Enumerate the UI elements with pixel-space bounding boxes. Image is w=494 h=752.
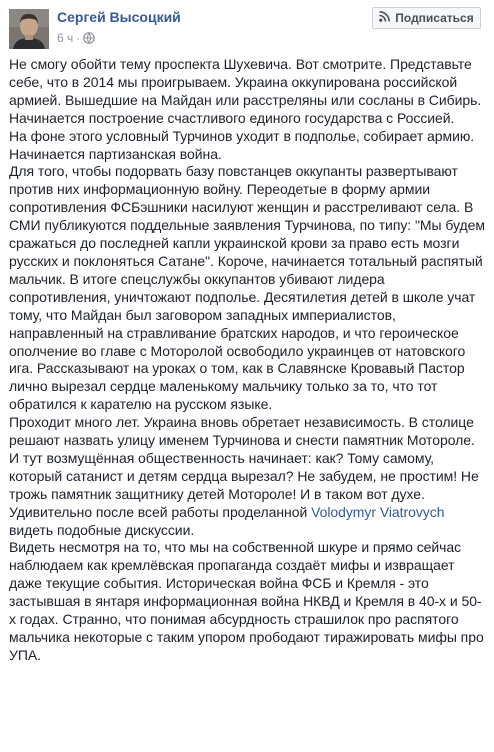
post-paragraph: Видеть несмотря на то, что мы на собственной шкуре и прямо сейчас наблюдаем как кремлёвская пропаганда создаёт мифы и извращает даже текущие события. Историческая война ФСБ и Кремля - это застывшая в янтаря информационная война НКВД и Кремля в 40-х и 50-х годах. Странно, что понимая абсурдность страшилок про распятого мальчика некоторые с таким упором прободают тиражировать мифы про УПА.: [9, 539, 484, 663]
rss-icon: [379, 11, 390, 25]
mention-link[interactable]: Volodymyr Viatrovych: [311, 503, 445, 520]
avatar[interactable]: [9, 9, 49, 49]
mention-text-before: Удивительно после всей работы проделанной: [9, 503, 312, 520]
avatar-photo: [9, 9, 49, 49]
subscribe-label: Подписаться: [395, 11, 474, 25]
post-paragraph: Не смогу обойти тему проспекта Шухевича. Вот смотрите. Представьте себе, что в 2014 мы проигрываем. Украина оккупирована российской армией. Вышедшие на Майдан или расстреляны или сосланы в Сибирь. Начинается построение счастливого единого государства с Россией.: [9, 56, 482, 126]
post-header: [0, 0, 494, 52]
post-paragraph-mention: [9, 504, 487, 540]
post-timestamp[interactable]: 6 ч: [57, 31, 74, 45]
globe-icon[interactable]: [83, 32, 95, 47]
post-paragraph: На фоне этого условный Турчинов уходит в подполье, собирает армию. Начинается партизанская война.: [9, 127, 475, 162]
mention-text-after: видеть подобные дискуссии.: [9, 521, 195, 538]
post-paragraph: Проходит много лет. Украина вновь обретает независимость. В столице решают назвать улицу именем Турчинова и снести памятник Моторолe. И тут возмущённая общественность начинает: как? Тому самому, который сатанист и детям сердца вырезал? Не забудем, не простим! Не трожь памятник защитнику детей Моторолe! И в таком вот духе.: [9, 414, 479, 502]
post-body: [9, 56, 487, 665]
post-meta: [57, 31, 95, 47]
author-name[interactable]: Сергей Высоцкий: [57, 9, 181, 25]
meta-separator: ·: [76, 31, 81, 45]
post-paragraph: Для того, чтобы подорвать базу повстанцев оккупанты развертывают против них информационную войну. Переодетые в форму армии сопротивления ФСБэшники насилуют женщин и расстреливают села. В СМИ публикуются поддельные заявления Турчинова, по типу: "Мы будем сражаться до последней капли украинской крови за право есть мозги русских и поклоняться Сатане". Короче, начинается тотальный распятый мальчик. В итоге спецслужбы оккупантов убивают лидера сопротивления, уничтожают подполье. Десятилетия детей в школе учат тому, что Майдан был заговором западных империалистов, направленный на стравливание братских народов, и что героическое ополчение во главе с Моторолой освободило украинцев от натовского ига. Рассказывают на уроках о том, как в Славянске Кровавый Пастор лично вырезал сердце маленькому мальчику только за то, что тот обратился к карателю на русском языке.: [9, 163, 485, 413]
subscribe-button[interactable]: [372, 7, 481, 29]
